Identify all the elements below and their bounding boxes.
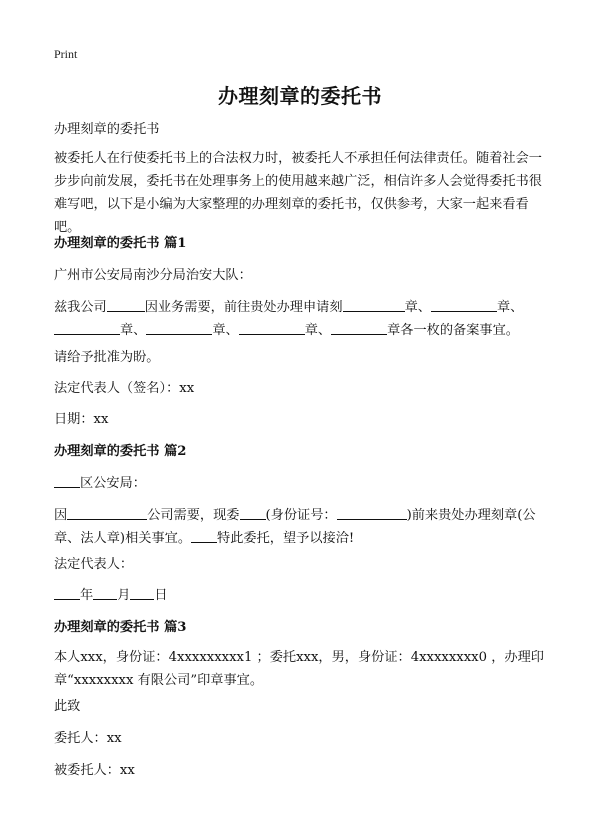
section2-body-text: )前来贵处办理刻章(公章、法人章)相关事宜。 [54,508,536,546]
section3-entrustor: 委托人：xx [54,731,122,746]
intro-paragraph: 被委托人在行使委托书上的合法权力时，被委托人不承担任何法律责任。随着社会一步步向前发展，委托书在处理事务上的使用越来越广泛，相信许多人会觉得委托书很难写吧，以下是小编为大家整理的办理刻章的委托书，仅供参考，大家一起来看看吧。 [54,151,542,235]
blank-line [54,585,80,600]
section1-body-text: 章、 [212,323,239,338]
blank-line [343,297,405,312]
section2-legal-rep: 法定代表人： [54,557,134,572]
year-label: 年 [80,588,94,603]
day-label: 日 [154,588,168,603]
blank-line [67,505,147,520]
section2-body-text: 因 [54,508,68,523]
page-title: 办理刻章的委托书 [218,84,382,108]
section1-addressee: 广州市公安局南沙分局治安大队： [54,268,252,283]
blank-line [240,505,266,520]
blank-line [107,297,145,312]
blank-line [331,320,387,335]
section2-addressee-line [54,472,550,495]
section3-heading: 办理刻章的委托书 篇3 [54,620,187,635]
section2-body [54,504,550,550]
section1-body-text: 章、 [496,300,524,315]
section1-body-text: 章各一枚的备案事宜。 [387,323,519,338]
section1-body-text: 章、 [120,323,147,338]
section2-heading: 办理刻章的委托书 篇2 [54,444,187,459]
section1-body-text: 兹我公司 [54,300,107,315]
month-label: 月 [117,588,131,603]
blank-line [130,585,154,600]
section3-entrustee: 被委托人：xx [54,763,135,778]
section1-body-text: 因业务需要，前往贵处办理申请刻 [144,300,343,315]
section2-body-text: 公司需要，现委 [147,508,240,523]
section1-legal-rep: 法定代表人（签名）：xx [54,381,195,396]
section1-body-text: 章、 [404,300,431,315]
section3-body: 本人xxx，身份证：4xxxxxxxxx1 ；委托xxx，男，身份证：4xxxxxxxx0 ，办理印章“xxxxxxxx 有限公司”印章事宜。 [54,650,544,688]
blank-line [54,473,80,488]
blank-line [191,528,217,543]
blank-line [431,297,497,312]
section3-closing: 此致 [54,699,81,714]
section1-heading: 办理刻章的委托书 篇1 [54,236,187,251]
blank-line [239,320,305,335]
section2-body-text: 特此委托，望予以接洽! [217,531,355,546]
blank-line [337,505,407,520]
section2-body-text: (身份证号： [265,508,337,523]
blank-line [54,320,120,335]
section2-addressee: 区公安局： [80,476,146,491]
print-link[interactable]: Print [54,47,78,61]
blank-line [146,320,212,335]
section2-date-line [54,584,550,607]
blank-line [93,585,117,600]
section1-body-text: 章、 [304,323,332,338]
section1-body [54,296,550,342]
section1-request: 请给予批准为盼。 [54,350,160,365]
section1-date: 日期：xx [54,412,109,427]
document-subtitle: 办理刻章的委托书 [54,122,160,137]
